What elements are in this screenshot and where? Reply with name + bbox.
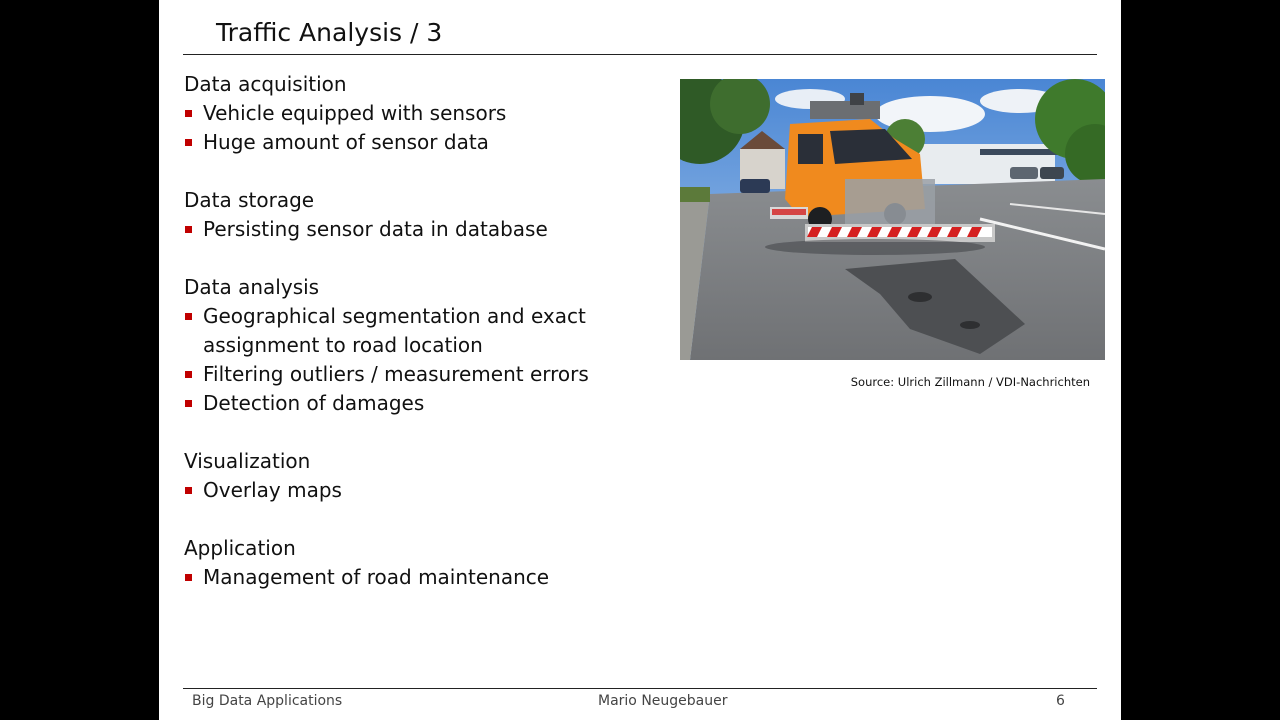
square-bullet-icon — [185, 487, 192, 494]
square-bullet-icon — [185, 574, 192, 581]
section-application — [184, 534, 654, 592]
square-bullet-icon — [185, 110, 192, 117]
bullet-item: Vehicle equipped with sensors — [184, 99, 654, 128]
square-bullet-icon — [185, 371, 192, 378]
section-data-acquisition — [184, 70, 654, 157]
image-source-caption: Source: Ulrich Zillmann / VDI-Nachrichten — [850, 375, 1090, 389]
bullet-item: Huge amount of sensor data — [184, 128, 654, 157]
bullet-item: Detection of damages — [184, 389, 654, 418]
section-heading: Data acquisition — [184, 72, 347, 96]
bullet-item: Persisting sensor data in database — [184, 215, 654, 244]
square-bullet-icon — [185, 226, 192, 233]
section-heading: Data storage — [184, 188, 315, 212]
bullet-item: Overlay maps — [184, 476, 654, 505]
bullet-item: Management of road maintenance — [184, 563, 654, 592]
road-inspection-van-photo — [680, 79, 1105, 360]
square-bullet-icon — [185, 313, 192, 320]
footer-divider — [183, 688, 1097, 689]
square-bullet-icon — [185, 139, 192, 146]
section-data-analysis — [184, 273, 654, 418]
slide-content — [184, 70, 654, 621]
slide — [159, 0, 1121, 720]
slide-title: Traffic Analysis / 3 — [216, 18, 443, 47]
title-divider — [183, 54, 1097, 55]
section-heading: Application — [184, 536, 296, 560]
section-data-storage — [184, 186, 654, 244]
section-visualization — [184, 447, 654, 505]
footer-page-number: 6 — [1056, 693, 1065, 709]
footer-course-title: Big Data Applications — [192, 693, 343, 709]
bullet-item: Geographical segmentation and exact assignment to road location — [184, 302, 654, 360]
footer-author: Mario Neugebauer — [598, 693, 728, 709]
bullet-item: Filtering outliers / measurement errors — [184, 360, 654, 389]
square-bullet-icon — [185, 400, 192, 407]
section-heading: Data analysis — [184, 275, 320, 299]
section-heading: Visualization — [184, 449, 311, 473]
